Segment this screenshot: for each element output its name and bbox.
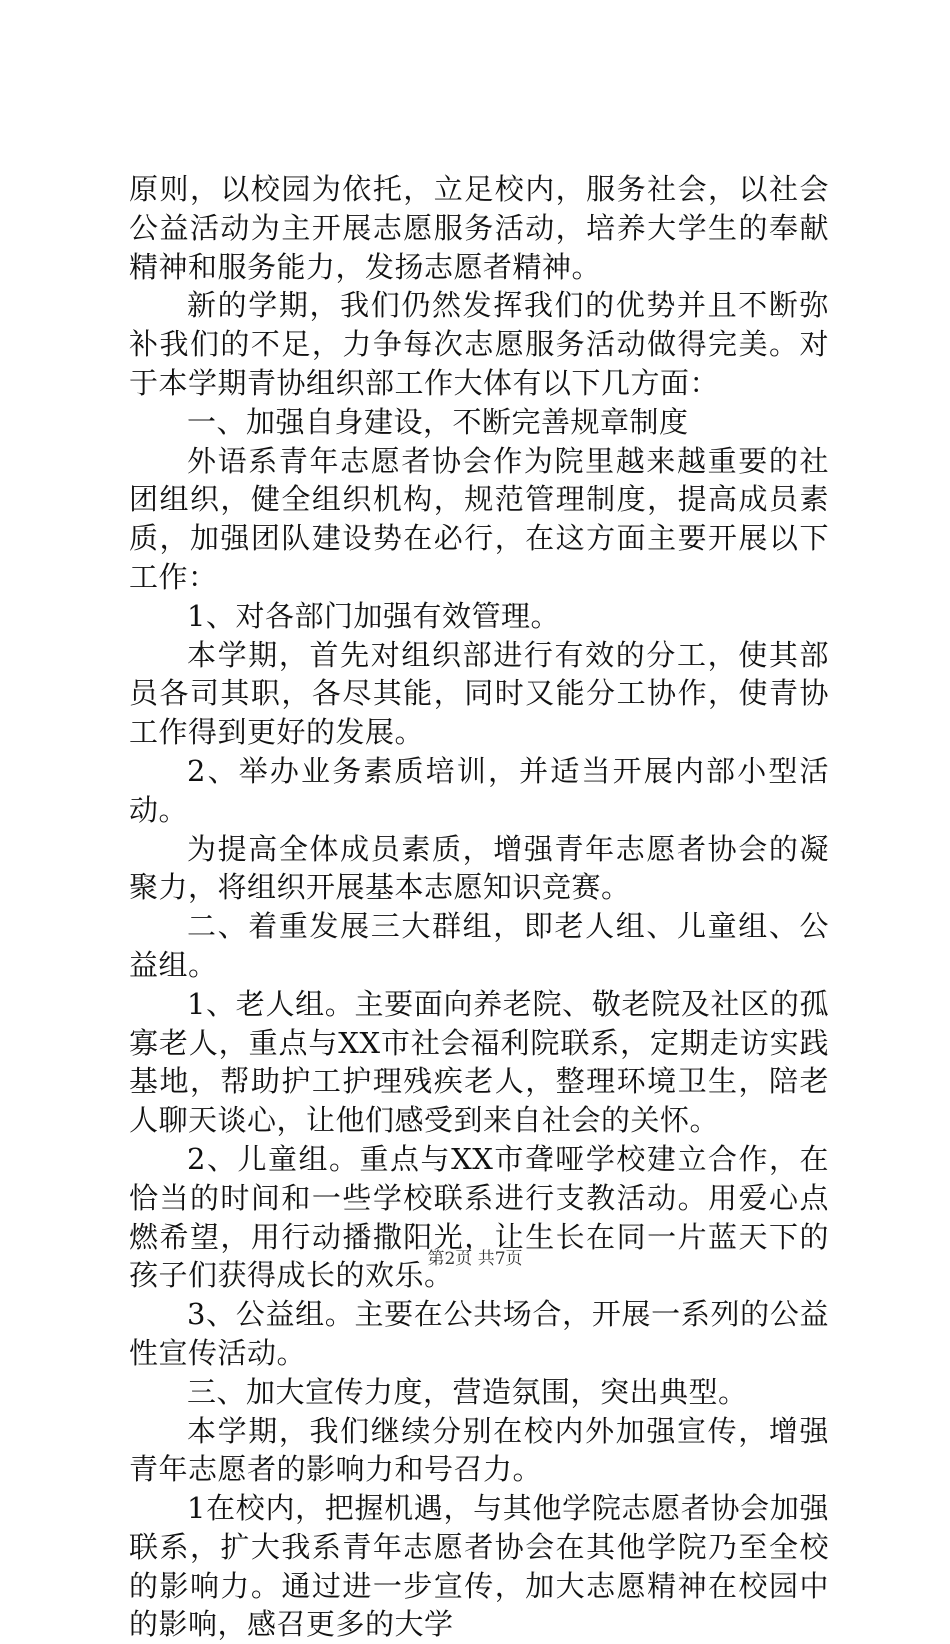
paragraph: 2、儿童组。重点与XX市聋哑学校建立合作，在恰当的时间和一些学校联系进行支教活动。用爱心点燃希望，用行动播撒阳光，让生长在同一片蓝天下的孩子们获得成长的欢乐。 [129,1141,829,1293]
paragraph: 新的学期，我们仍然发挥我们的优势并且不断弥补我们的不足，力争每次志愿服务活动做得完美。对于本学期青协组织部工作大体有以下几方面： [129,288,829,400]
page-number-footer: 第2页 共7页 [427,1249,523,1269]
section-heading: 二、着重发展三大群组，即老人组、儿童组、公益组。 [129,909,829,982]
paragraph: 3、公益组。主要在公共场合，开展一系列的公益性宣传活动。 [129,1297,829,1370]
subsection-heading: 1、对各部门加强有效管理。 [187,598,560,633]
section-heading: 三、加大宣传力度，营造氛围，突出典型。 [187,1374,748,1409]
section-heading: 一、加强自身建设，不断完善规章制度 [187,404,689,439]
subsection-heading: 2、举办业务素质培训，并适当开展内部小型活动。 [129,753,829,827]
paragraph: 1在校内，把握机遇，与其他学院志愿者协会加强联系，扩大我系青年志愿者协会在其他学院乃至全校的影响力。通过进一步宣传，加大志愿精神在校园中的影响，感召更多的大学 [129,1491,829,1642]
paragraph: 本学期，我们继续分别在校内外加强宣传，增强青年志愿者的影响力和号召力。 [129,1413,829,1487]
paragraph: 外语系青年志愿者协会作为院里越来越重要的社团组织，健全组织机构，规范管理制度，提高成员素质，加强团队建设势在必行，在这方面主要开展以下工作： [129,443,829,594]
document-body [129,170,829,1644]
paragraph: 原则，以校园为依托，立足校内，服务社会，以社会公益活动为主开展志愿服务活动，培养大学生的奉献精神和服务能力，发扬志愿者精神。 [129,172,829,284]
paragraph: 本学期，首先对组织部进行有效的分工，使其部员各司其职，各尽其能，同时又能分工协作，使青协工作得到更好的发展。 [129,637,829,750]
paragraph: 1、老人组。主要面向养老院、敬老院及社区的孤寡老人，重点与XX市社会福利院联系，定期走访实践基地，帮助护工护理残疾老人，整理环境卫生，陪老人聊天谈心，让他们感受到来自社会的关怀。 [129,986,829,1138]
paragraph: 为提高全体成员素质，增强青年志愿者协会的凝聚力，将组织开展基本志愿知识竞赛。 [129,831,829,905]
